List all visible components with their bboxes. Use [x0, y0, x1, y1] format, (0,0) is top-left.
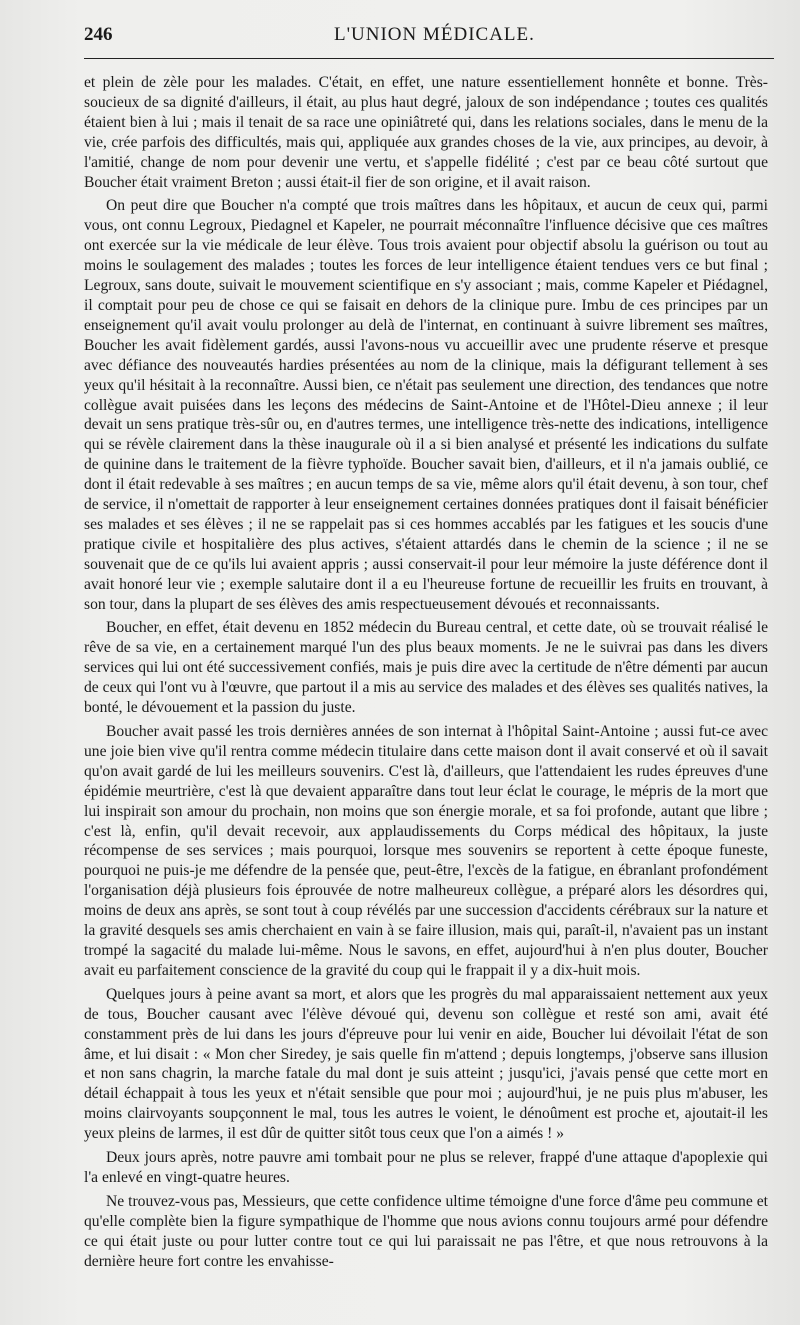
page-header	[84, 24, 774, 59]
body-text	[84, 73, 768, 1271]
paragraph: Ne trouvez-vous pas, Messieurs, que cette confidence ultime témoigne d'une force d'âme peu commune et qu'elle complète bien la figure sympathique de l'homme que nous avions connu toujours armé pour défendre ce qui était juste ou pour lutter contre tout ce qui lui paraissait ne pas l'être, et que nous retrouvons à la dernière heure fort contre les envahisse-	[84, 1192, 768, 1270]
running-title: L'UNION MÉDICALE.	[334, 24, 535, 45]
paragraph: Boucher avait passé les trois dernières années de son internat à l'hôpital Saint-Antoine ; aussi fut-ce avec une joie bien vive qu'il rentra comme médecin titulaire dans cette maison dont il avait conservé et où il savait qu'on avait gardé de lui les meilleurs souvenirs. C'est là, d'ailleurs, que l'attendaient les rudes épreuves d'une épidémie meurtrière, c'est là que devaient apparaître dans tout leur éclat le courage, le mépris de la mort que lui inspirait son amour du prochain, non moins que son énergie morale, et sa foi profonde, autant que libre ; c'est là, enfin, qu'il devait recevoir, aux applaudissements du Corps médical des hôpitaux, la juste récompense de ses services ; mais pourquoi, lorsque mes souvenirs se reportent à cette époque funeste, pourquoi ne puis-je me défendre de la pensée que, peut-être, l'excès de la fatigue, en ébranlant profondément l'organisation déjà plusieurs fois éprouvée de notre malheureux collègue, a préparé alors les désordres qui, moins de deux ans après, se sont tout à coup révélés par une succession d'accidents cérébraux sur la nature et la gravité desquels ses amis cherchaient en vain à se faire illusion, mais qui, paraît-il, n'avaient pas un instant trompé la sagacité du malade lui-même. Nous le savons, en effet, aujourd'hui à n'en plus douter, Boucher avait eu parfaitement conscience de la gravité du coup qui le frappait il y a dix-huit mois.	[84, 723, 768, 979]
paragraph: On peut dire que Boucher n'a compté que trois maîtres dans les hôpitaux, et aucun de ceux qui, parmi vous, ont connu Legroux, Piedagnel et Kapeler, ne pourrait méconnaître l'influence décisive que ces maîtres ont exercée sur la vie médicale de leur élève. Tous trois avaient pour objectif absolu la guérison ou tout au moins le soulagement des malades ; toutes les forces de leur intelligence étaient tendues vers ce but final ; Legroux, sans doute, suivait le mouvement scientifique en s'y associant ; mais, comme Kapeler et Piédagnel, il comptait pour peu de chose ce qui se faisait en dehors de la clinique pure. Imbu de ces principes par un enseignement qu'il avait voulu prolonger au delà de l'internat, en continuant à suivre librement ses maîtres, Boucher les avait fidèlement gardés, aussi l'avons-nous vu accueillir avec une prudente réserve et presque avec défiance des nouveautés hardies présentées au nom de la clinique, mais la défigurant tellement à ses yeux qu'il hésitait à la reconnaître. Aussi bien, ce n'était pas seulement une direction, des tendances que notre collègue avait puisées dans les leçons des médecins de Saint-Antoine et de l'Hôtel-Dieu annexe ; il leur devait un sens pratique très-sûr ou, en d'autres termes, une intelligence très-nette des indications, intelligence qui se révèle clairement dans la thèse inaugurale où il a si bien analysé et présenté les indications du sulfate de quinine dans le traitement de la fièvre typhoïde. Boucher savait bien, d'ailleurs, et il n'a jamais oublié, ce dont il était redevable à ses maîtres ; en aucun temps de sa vie, même alors qu'il était devenu, à son tour, chef de service, il n'omettait de rapporter à leur enseignement certaines données pratiques dont il faisait bénéficier ses malades et ses élèves ; il ne se rappelait pas si ces hommes accablés par les fatigues et les soucis d'une pratique civile et hospitalière des plus actives, s'étaient attardés dans le chemin de la science ; il ne se souvenait que de ce qu'ils lui avaient appris ; aussi conservait-il pour leur mémoire la juste déférence dont il avait honoré leur vie ; exemple salutaire dont il a eu l'heureuse fortune de recueillir les fruits en trouvant, à son tour, dans la plupart de ses élèves des amis respectueusement dévoués et reconnaissants.	[84, 197, 768, 613]
paragraph: Quelques jours à peine avant sa mort, et alors que les progrès du mal apparaissaient nettement aux yeux de tous, Boucher causant avec l'élève dévoué qui, devenu son collègue et resté son ami, avait été constamment près de lui dans les jours d'épreuve pour lui venir en aide, Boucher lui dévoilait l'état de son âme, et lui disait : « Mon cher Siredey, je sais quelle fin m'attend ; depuis longtemps, j'observe sans illusion et non sans chagrin, la marche fatale du mal dont je suis atteint ; jusqu'ici, j'avais pensé que cette mort en détail échappait à tous les yeux et n'était sensible que pour moi ; aujourd'hui, je ne puis plus m'abuser, les moins clairvoyants soupçonnent le mal, tous les autres le voient, le dénoûment est proche et, ajoutait-il les yeux pleins de larmes, il est dûr de quitter sitôt tous ceux que l'on a aimés ! »	[84, 985, 768, 1143]
page-number: 246	[84, 24, 113, 45]
paragraph: Boucher, en effet, était devenu en 1852 médecin du Bureau central, et cette date, où se trouvait réalisé le rêve de sa vie, en a certainement marqué l'un des plus beaux moments. Je ne le suivrai pas dans les divers services qui lui ont été successivement confiés, mais je puis dire avec la certitude de n'être démenti par aucun de ceux qui l'ont vu à l'œuvre, que partout il a mis au service des malades et des élèves ses qualités natives, la bonté, le dévouement et la passion du juste.	[84, 619, 768, 717]
paragraph: et plein de zèle pour les malades. C'était, en effet, une nature essentiellement honnête et bonne. Très-soucieux de sa dignité d'ailleurs, il était, au plus haut degré, jaloux de son indépendance ; toutes ces qualités étaient bien à lui ; mais il tenait de sa race une opiniâtreté qui, dans les relations sociales, dans le menu de la vie, crée parfois des difficultés, mais qui, appliquée aux grandes choses de la vie, aux principes, au devoir, à l'amitié, change de nom pour devenir une vertu, et s'appelle fidélité ; c'est par ce beau côté surtout que Boucher était vraiment Breton ; aussi était-il fier de son origine, et il avait raison.	[84, 74, 768, 191]
paragraph: Deux jours après, notre pauvre ami tombait pour ne plus se relever, frappé d'une attaque d'apoplexie qui l'a enlevé en vingt-quatre heures.	[84, 1149, 768, 1186]
